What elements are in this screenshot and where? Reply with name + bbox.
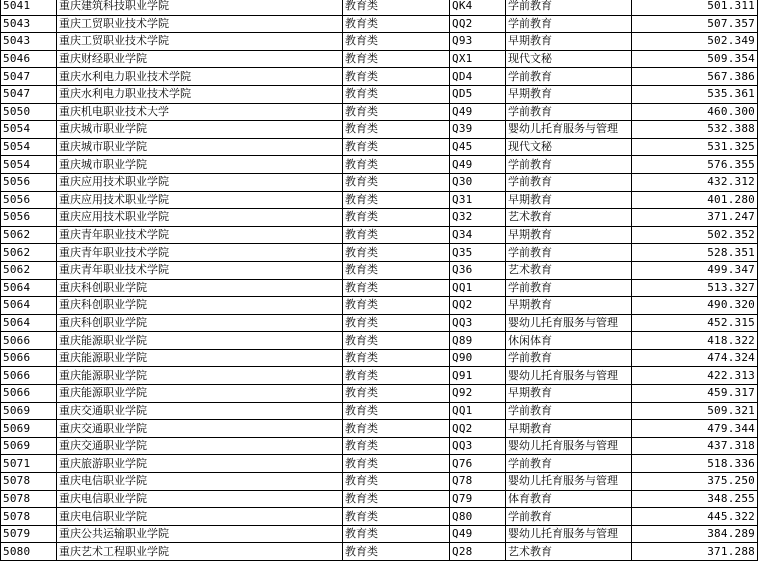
table-body (1, 0, 758, 561)
category-cell: 教育类 (343, 85, 450, 103)
major-code-cell: Q78 (450, 473, 506, 491)
major-code-cell: Q92 (450, 385, 506, 403)
table-row (1, 367, 758, 385)
category-cell: 教育类 (343, 385, 450, 403)
category-cell: 教育类 (343, 473, 450, 491)
score-cell: 576.355 (632, 156, 758, 174)
category-cell: 教育类 (343, 156, 450, 174)
school-code-cell: 5056 (1, 191, 57, 209)
school-name-cell: 重庆电信职业学院 (57, 508, 343, 526)
table-row (1, 455, 758, 473)
major-name-cell: 学前教育 (506, 244, 632, 262)
score-cell: 532.388 (632, 121, 758, 139)
category-cell: 教育类 (343, 33, 450, 51)
table-row (1, 402, 758, 420)
school-name-cell: 重庆财经职业学院 (57, 50, 343, 68)
major-name-cell: 体育教育 (506, 490, 632, 508)
school-code-cell: 5056 (1, 209, 57, 227)
table-row (1, 261, 758, 279)
category-cell: 教育类 (343, 138, 450, 156)
school-code-cell: 5069 (1, 420, 57, 438)
category-cell: 教育类 (343, 191, 450, 209)
school-code-cell: 5069 (1, 437, 57, 455)
school-code-cell: 5069 (1, 402, 57, 420)
school-code-cell: 5064 (1, 279, 57, 297)
major-code-cell: Q49 (450, 103, 506, 121)
school-code-cell: 5054 (1, 138, 57, 156)
table-row (1, 156, 758, 174)
category-cell: 教育类 (343, 490, 450, 508)
score-cell: 531.325 (632, 138, 758, 156)
major-code-cell: QQ2 (450, 420, 506, 438)
score-cell: 509.321 (632, 402, 758, 420)
major-name-cell: 休闲体育 (506, 332, 632, 350)
table-row (1, 525, 758, 543)
category-cell: 教育类 (343, 279, 450, 297)
major-code-cell: Q35 (450, 244, 506, 262)
table-row (1, 226, 758, 244)
school-name-cell: 重庆工贸职业技术学院 (57, 33, 343, 51)
score-cell: 384.289 (632, 525, 758, 543)
table-row (1, 50, 758, 68)
score-cell: 460.300 (632, 103, 758, 121)
table-row (1, 0, 758, 15)
major-code-cell: Q93 (450, 33, 506, 51)
table-row (1, 15, 758, 33)
table-row (1, 121, 758, 139)
category-cell: 教育类 (343, 508, 450, 526)
school-code-cell: 5041 (1, 0, 57, 15)
score-cell: 507.357 (632, 15, 758, 33)
school-name-cell: 重庆建筑科技职业学院 (57, 0, 343, 15)
major-name-cell: 学前教育 (506, 156, 632, 174)
school-name-cell: 重庆公共运输职业学院 (57, 525, 343, 543)
school-name-cell: 重庆水利电力职业技术学院 (57, 68, 343, 86)
school-name-cell: 重庆应用技术职业学院 (57, 191, 343, 209)
major-code-cell: QX1 (450, 50, 506, 68)
major-name-cell: 现代文秘 (506, 138, 632, 156)
category-cell: 教育类 (343, 226, 450, 244)
table-row (1, 314, 758, 332)
school-name-cell: 重庆能源职业学院 (57, 367, 343, 385)
table-row (1, 297, 758, 315)
major-code-cell: Q90 (450, 349, 506, 367)
major-name-cell: 学前教育 (506, 0, 632, 15)
school-code-cell: 5046 (1, 50, 57, 68)
school-code-cell: 5064 (1, 314, 57, 332)
major-code-cell: QQ3 (450, 437, 506, 455)
major-code-cell: Q32 (450, 209, 506, 227)
school-code-cell: 5047 (1, 85, 57, 103)
school-code-cell: 5080 (1, 543, 57, 561)
major-code-cell: Q49 (450, 525, 506, 543)
major-code-cell: Q34 (450, 226, 506, 244)
table-row (1, 490, 758, 508)
score-cell: 371.247 (632, 209, 758, 227)
major-name-cell: 学前教育 (506, 508, 632, 526)
score-cell: 502.352 (632, 226, 758, 244)
score-cell: 528.351 (632, 244, 758, 262)
score-cell: 459.317 (632, 385, 758, 403)
school-name-cell: 重庆城市职业学院 (57, 138, 343, 156)
school-name-cell: 重庆艺术工程职业学院 (57, 543, 343, 561)
score-cell: 502.349 (632, 33, 758, 51)
major-name-cell: 艺术教育 (506, 209, 632, 227)
major-name-cell: 婴幼儿托育服务与管理 (506, 314, 632, 332)
school-name-cell: 重庆交通职业学院 (57, 437, 343, 455)
score-cell: 513.327 (632, 279, 758, 297)
table-row (1, 420, 758, 438)
major-name-cell: 学前教育 (506, 279, 632, 297)
table-row (1, 103, 758, 121)
category-cell: 教育类 (343, 437, 450, 455)
major-code-cell: Q36 (450, 261, 506, 279)
major-name-cell: 艺术教育 (506, 543, 632, 561)
school-name-cell: 重庆城市职业学院 (57, 156, 343, 174)
table-row (1, 385, 758, 403)
table-row (1, 173, 758, 191)
category-cell: 教育类 (343, 244, 450, 262)
school-code-cell: 5079 (1, 525, 57, 543)
school-name-cell: 重庆应用技术职业学院 (57, 209, 343, 227)
major-code-cell: QQ1 (450, 279, 506, 297)
major-name-cell: 现代文秘 (506, 50, 632, 68)
school-code-cell: 5054 (1, 121, 57, 139)
table-row (1, 85, 758, 103)
major-name-cell: 学前教育 (506, 173, 632, 191)
major-code-cell: QD5 (450, 85, 506, 103)
major-name-cell: 艺术教育 (506, 261, 632, 279)
school-name-cell: 重庆应用技术职业学院 (57, 173, 343, 191)
score-cell: 509.354 (632, 50, 758, 68)
school-code-cell: 5062 (1, 226, 57, 244)
score-cell: 418.322 (632, 332, 758, 350)
school-code-cell: 5064 (1, 297, 57, 315)
school-code-cell: 5078 (1, 508, 57, 526)
major-code-cell: Q79 (450, 490, 506, 508)
school-code-cell: 5078 (1, 473, 57, 491)
table-row (1, 543, 758, 561)
table-row (1, 437, 758, 455)
score-cell: 437.318 (632, 437, 758, 455)
major-name-cell: 学前教育 (506, 455, 632, 473)
school-name-cell: 重庆科创职业学院 (57, 279, 343, 297)
school-code-cell: 5066 (1, 385, 57, 403)
major-code-cell: QQ2 (450, 297, 506, 315)
major-name-cell: 早期教育 (506, 85, 632, 103)
category-cell: 教育类 (343, 543, 450, 561)
major-name-cell: 早期教育 (506, 420, 632, 438)
major-name-cell: 婴幼儿托育服务与管理 (506, 437, 632, 455)
major-name-cell: 早期教育 (506, 297, 632, 315)
school-name-cell: 重庆旅游职业学院 (57, 455, 343, 473)
school-code-cell: 5062 (1, 261, 57, 279)
school-code-cell: 5054 (1, 156, 57, 174)
major-name-cell: 早期教育 (506, 33, 632, 51)
category-cell: 教育类 (343, 349, 450, 367)
major-code-cell: QQ1 (450, 402, 506, 420)
major-code-cell: Q80 (450, 508, 506, 526)
score-cell: 535.361 (632, 85, 758, 103)
category-cell: 教育类 (343, 402, 450, 420)
major-code-cell: Q45 (450, 138, 506, 156)
major-code-cell: Q31 (450, 191, 506, 209)
school-name-cell: 重庆科创职业学院 (57, 297, 343, 315)
category-cell: 教育类 (343, 68, 450, 86)
category-cell: 教育类 (343, 261, 450, 279)
major-code-cell: QQ3 (450, 314, 506, 332)
major-name-cell: 早期教育 (506, 385, 632, 403)
school-name-cell: 重庆能源职业学院 (57, 349, 343, 367)
table-row (1, 279, 758, 297)
category-cell: 教育类 (343, 209, 450, 227)
category-cell: 教育类 (343, 525, 450, 543)
school-name-cell: 重庆科创职业学院 (57, 314, 343, 332)
major-name-cell: 婴幼儿托育服务与管理 (506, 367, 632, 385)
category-cell: 教育类 (343, 50, 450, 68)
school-code-cell: 5066 (1, 367, 57, 385)
score-cell: 401.280 (632, 191, 758, 209)
category-cell: 教育类 (343, 297, 450, 315)
category-cell: 教育类 (343, 314, 450, 332)
table-row (1, 473, 758, 491)
school-name-cell: 重庆青年职业技术学院 (57, 226, 343, 244)
major-name-cell: 学前教育 (506, 402, 632, 420)
category-cell: 教育类 (343, 420, 450, 438)
major-code-cell: QK4 (450, 0, 506, 15)
major-code-cell: QQ2 (450, 15, 506, 33)
school-name-cell: 重庆城市职业学院 (57, 121, 343, 139)
category-cell: 教育类 (343, 173, 450, 191)
score-cell: 499.347 (632, 261, 758, 279)
major-code-cell: Q89 (450, 332, 506, 350)
major-code-cell: Q30 (450, 173, 506, 191)
major-name-cell: 婴幼儿托育服务与管理 (506, 525, 632, 543)
table-row (1, 244, 758, 262)
major-name-cell: 学前教育 (506, 103, 632, 121)
school-name-cell: 重庆机电职业技术大学 (57, 103, 343, 121)
table-row (1, 138, 758, 156)
school-code-cell: 5047 (1, 68, 57, 86)
major-name-cell: 婴幼儿托育服务与管理 (506, 121, 632, 139)
major-name-cell: 早期教育 (506, 226, 632, 244)
school-code-cell: 5043 (1, 15, 57, 33)
score-cell: 490.320 (632, 297, 758, 315)
table-row (1, 508, 758, 526)
score-cell: 479.344 (632, 420, 758, 438)
table-row (1, 33, 758, 51)
school-code-cell: 5056 (1, 173, 57, 191)
table-row (1, 68, 758, 86)
score-cell: 518.336 (632, 455, 758, 473)
category-cell: 教育类 (343, 332, 450, 350)
score-cell: 371.288 (632, 543, 758, 561)
major-code-cell: Q91 (450, 367, 506, 385)
score-cell: 501.311 (632, 0, 758, 15)
major-name-cell: 早期教育 (506, 191, 632, 209)
school-name-cell: 重庆电信职业学院 (57, 490, 343, 508)
score-cell: 348.255 (632, 490, 758, 508)
category-cell: 教育类 (343, 103, 450, 121)
school-name-cell: 重庆水利电力职业技术学院 (57, 85, 343, 103)
major-name-cell: 学前教育 (506, 15, 632, 33)
category-cell: 教育类 (343, 15, 450, 33)
table-row (1, 191, 758, 209)
score-cell: 452.315 (632, 314, 758, 332)
school-code-cell: 5066 (1, 349, 57, 367)
score-cell: 567.386 (632, 68, 758, 86)
major-code-cell: Q39 (450, 121, 506, 139)
school-code-cell: 5078 (1, 490, 57, 508)
score-cell: 422.313 (632, 367, 758, 385)
school-name-cell: 重庆工贸职业技术学院 (57, 15, 343, 33)
school-code-cell: 5071 (1, 455, 57, 473)
school-code-cell: 5043 (1, 33, 57, 51)
table-row (1, 332, 758, 350)
school-name-cell: 重庆能源职业学院 (57, 385, 343, 403)
school-name-cell: 重庆能源职业学院 (57, 332, 343, 350)
score-cell: 432.312 (632, 173, 758, 191)
category-cell: 教育类 (343, 121, 450, 139)
table-row (1, 349, 758, 367)
category-cell: 教育类 (343, 0, 450, 15)
major-name-cell: 学前教育 (506, 68, 632, 86)
school-name-cell: 重庆电信职业学院 (57, 473, 343, 491)
major-code-cell: Q76 (450, 455, 506, 473)
major-code-cell: Q28 (450, 543, 506, 561)
major-name-cell: 婴幼儿托育服务与管理 (506, 473, 632, 491)
major-name-cell: 学前教育 (506, 349, 632, 367)
category-cell: 教育类 (343, 367, 450, 385)
table-row (1, 209, 758, 227)
school-code-cell: 5062 (1, 244, 57, 262)
school-code-cell: 5066 (1, 332, 57, 350)
school-name-cell: 重庆青年职业技术学院 (57, 261, 343, 279)
major-code-cell: Q49 (450, 156, 506, 174)
school-name-cell: 重庆交通职业学院 (57, 402, 343, 420)
category-cell: 教育类 (343, 455, 450, 473)
score-cell: 445.322 (632, 508, 758, 526)
school-code-cell: 5050 (1, 103, 57, 121)
major-code-cell: QD4 (450, 68, 506, 86)
score-cell: 474.324 (632, 349, 758, 367)
school-name-cell: 重庆青年职业技术学院 (57, 244, 343, 262)
score-cell: 375.250 (632, 473, 758, 491)
school-name-cell: 重庆交通职业学院 (57, 420, 343, 438)
